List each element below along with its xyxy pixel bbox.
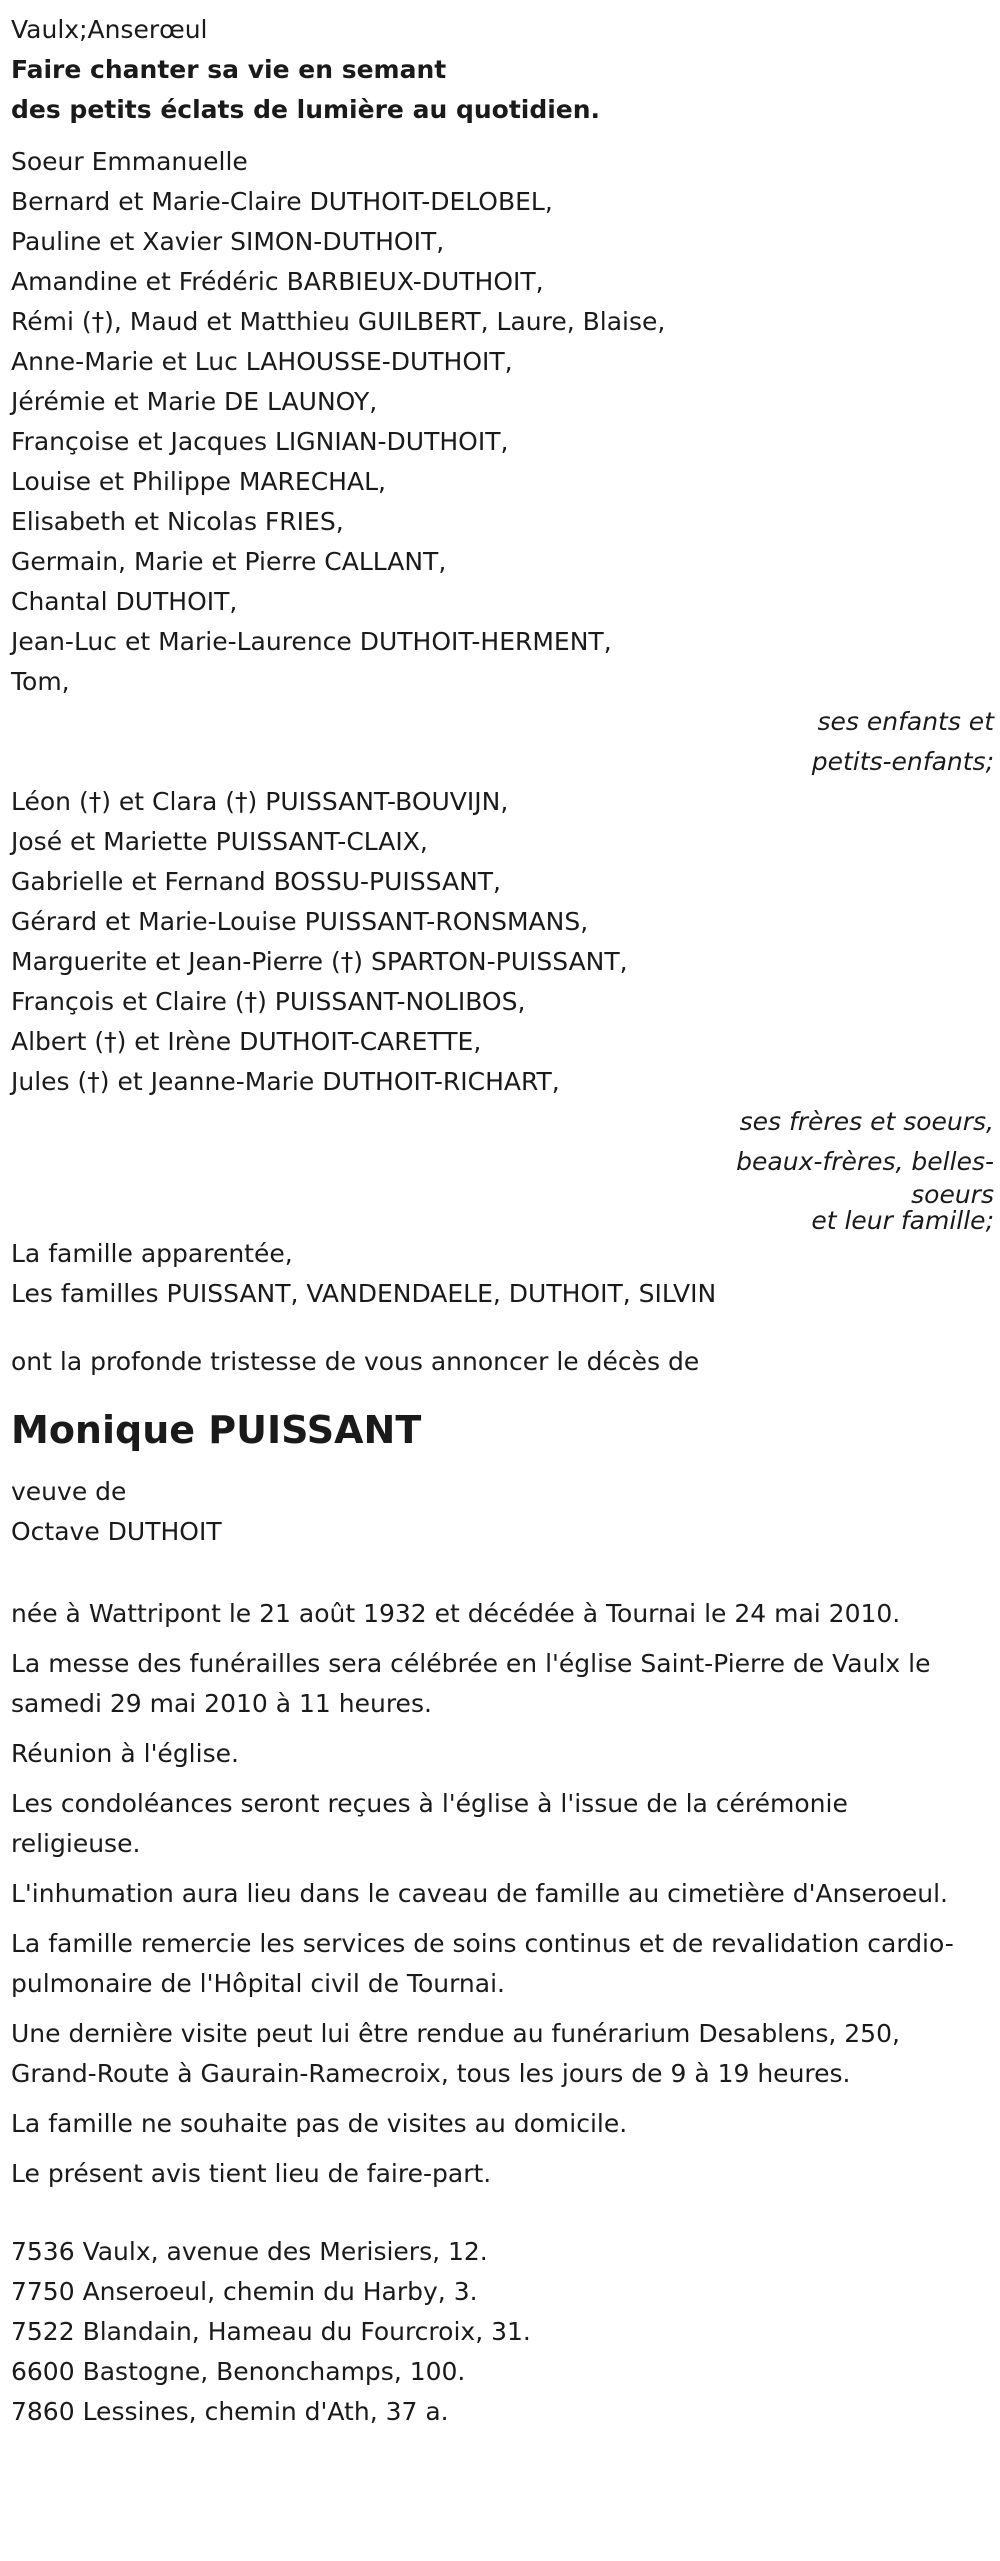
siblings-list (11, 782, 1000, 1102)
relationship-label: ses frères et soeurs, (739, 1107, 994, 1136)
children-list (11, 142, 1000, 702)
family-member: Marguerite et Jean-Pierre (†) SPARTON-PUISSANT, (11, 947, 628, 976)
address-line: 6600 Bastogne, Benonchamps, 100. (11, 2357, 466, 2386)
family-member: Jules (†) et Jeanne-Marie DUTHOIT-RICHART, (11, 1067, 560, 1096)
relationship-label: petits-enfants; (811, 747, 994, 776)
detail-paragraph: La famille ne souhaite pas de visites au domicile. (11, 2109, 628, 2138)
address-line: 7522 Blandain, Hameau du Fourcroix, 31. (11, 2317, 531, 2346)
widow-of: veuve de (11, 1477, 127, 1506)
family-member: Germain, Marie et Pierre CALLANT, (11, 547, 447, 576)
detail-paragraph: La famille remercie les services de soins continus et de revalidation cardio-pulmonaire de l'Hôpital civil de Tournai. (11, 1929, 954, 1998)
obituary-text (11, 10, 1000, 2432)
relationship-label: ses enfants et (817, 707, 994, 736)
family-member: Chantal DUTHOIT, (11, 587, 238, 616)
address-list (11, 2232, 1000, 2432)
family-member: Anne-Marie et Luc LAHOUSSE-DUTHOIT, (11, 347, 513, 376)
detail-paragraph: Le présent avis tient lieu de faire-part. (11, 2159, 492, 2188)
address-line: 7536 Vaulx, avenue des Merisiers, 12. (11, 2237, 488, 2266)
detail-paragraph: La messe des funérailles sera célébrée en l'église Saint-Pierre de Vaulx le samedi 29 mai 2010 à 11 heures. (11, 1649, 931, 1718)
family-member: Soeur Emmanuelle (11, 147, 248, 176)
relationship-label: beaux-frères, belles- (736, 1147, 994, 1176)
quote-line: Faire chanter sa vie en semant (11, 55, 447, 84)
family-member: Françoise et Jacques LIGNIAN-DUTHOIT, (11, 427, 509, 456)
announcement-text: ont la profonde tristesse de vous annoncer le décès de (11, 1347, 700, 1376)
family-member: Léon (†) et Clara (†) PUISSANT-BOUVIJN, (11, 787, 509, 816)
detail-paragraph: Une dernière visite peut lui être rendue au funérarium Desablens, 250, Grand-Route à Gaurain-Ramecroix, tous les jours de 9 à 19 heures. (11, 2019, 900, 2088)
family-member: José et Mariette PUISSANT-CLAIX, (11, 827, 428, 856)
family-member: Pauline et Xavier SIMON-DUTHOIT, (11, 227, 445, 256)
family-member: Gérard et Marie-Louise PUISSANT-RONSMANS, (11, 907, 589, 936)
funeral-details (11, 1594, 1000, 2194)
family-member: Amandine et Frédéric BARBIEUX-DUTHOIT, (11, 267, 544, 296)
detail-paragraph: née à Wattripont le 21 août 1932 et décédée à Tournai le 24 mai 2010. (11, 1599, 901, 1628)
location-heading: Vaulx;Anserœul (11, 15, 208, 44)
detail-paragraph: Les condoléances seront reçues à l'église à l'issue de la cérémonie religieuse. (11, 1789, 848, 1858)
family-member: Bernard et Marie-Claire DUTHOIT-DELOBEL, (11, 187, 553, 216)
family-member: Rémi (†), Maud et Matthieu GUILBERT, Laure, Blaise, (11, 307, 666, 336)
family-extended: Les familles PUISSANT, VANDENDAELE, DUTHOIT, SILVIN (11, 1279, 717, 1308)
family-member: Albert (†) et Irène DUTHOIT-CARETTE, (11, 1027, 482, 1056)
family-member: Jérémie et Marie DE LAUNOY, (11, 387, 378, 416)
relationship-label: et leur famille; (811, 1206, 994, 1235)
deceased-name: Monique PUISSANT (11, 1408, 422, 1452)
relationship-label: soeurs (911, 1180, 994, 1209)
quote-line: des petits éclats de lumière au quotidien. (11, 95, 601, 124)
family-member: Gabrielle et Fernand BOSSU-PUISSANT, (11, 867, 501, 896)
detail-paragraph: Réunion à l'église. (11, 1739, 239, 1768)
family-member: François et Claire (†) PUISSANT-NOLIBOS, (11, 987, 526, 1016)
family-extended: La famille apparentée, (11, 1239, 293, 1268)
family-member: Elisabeth et Nicolas FRIES, (11, 507, 344, 536)
family-member: Louise et Philippe MARECHAL, (11, 467, 386, 496)
spouse-name: Octave DUTHOIT (11, 1517, 222, 1546)
detail-paragraph: L'inhumation aura lieu dans le caveau de famille au cimetière d'Anseroeul. (11, 1879, 948, 1908)
address-line: 7860 Lessines, chemin d'Ath, 37 a. (11, 2397, 449, 2426)
family-member: Tom, (11, 667, 70, 696)
address-line: 7750 Anseroeul, chemin du Harby, 3. (11, 2277, 478, 2306)
family-member: Jean-Luc et Marie-Laurence DUTHOIT-HERMENT, (11, 627, 612, 656)
